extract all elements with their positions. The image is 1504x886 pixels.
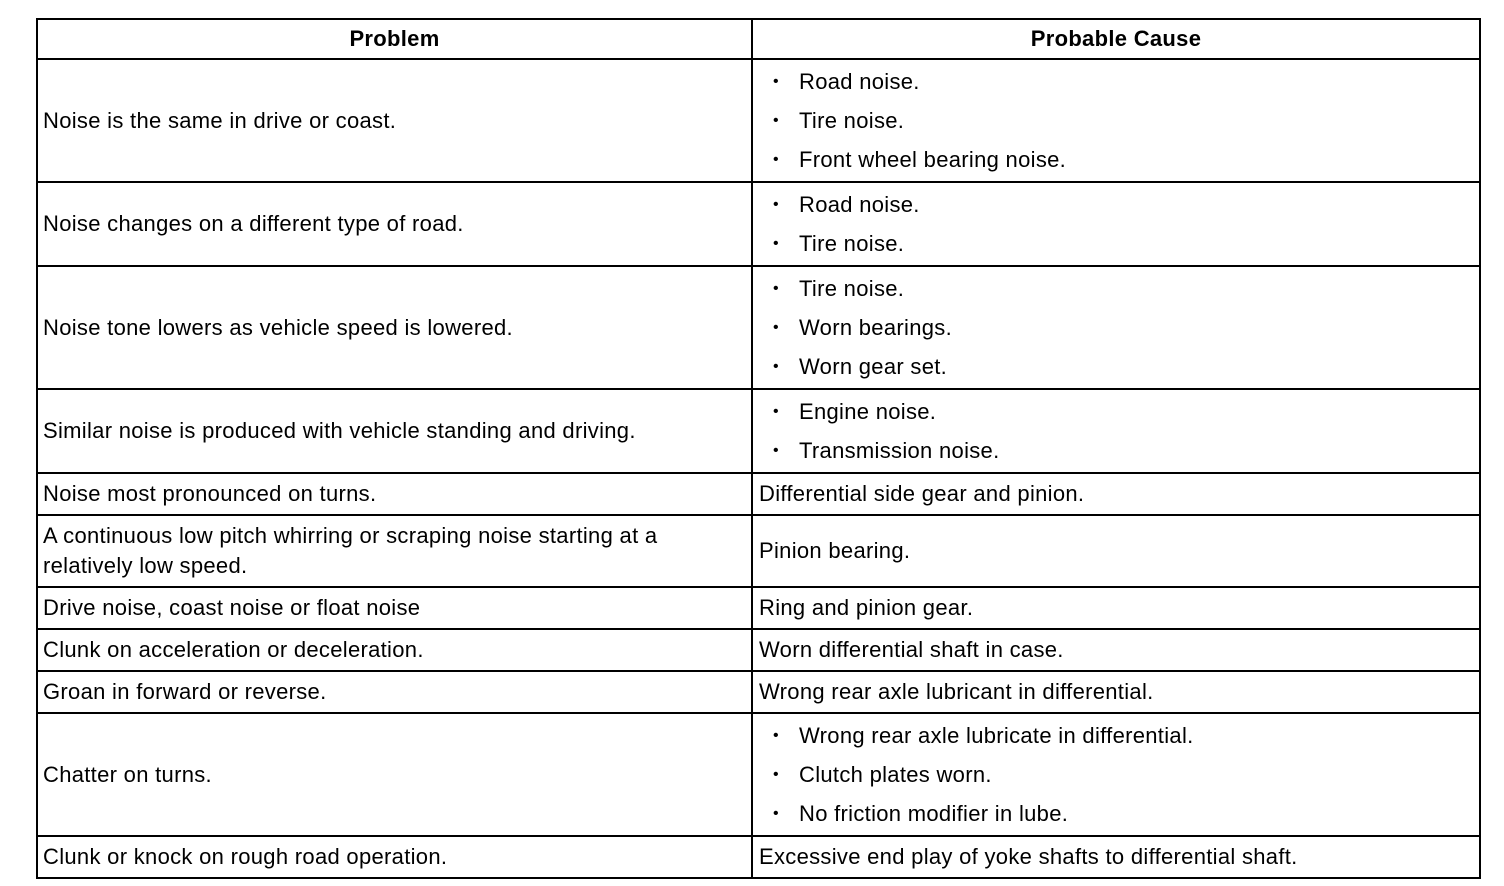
table-header-row <box>37 19 1480 59</box>
problem-cell: Similar noise is produced with vehicle standing and driving. <box>37 389 752 473</box>
cause-item: • Transmission noise. <box>799 431 1473 470</box>
cause-cell <box>752 389 1480 473</box>
cause-cell: Pinion bearing. <box>752 515 1480 587</box>
diagnosis-table <box>36 18 1481 879</box>
table-row <box>37 59 1480 182</box>
cause-cell: Ring and pinion gear. <box>752 587 1480 629</box>
table-row <box>37 713 1480 836</box>
table-row <box>37 671 1480 713</box>
cause-cell: Worn differential shaft in case. <box>752 629 1480 671</box>
cause-item: • Tire noise. <box>799 269 1473 308</box>
cause-item: • Engine noise. <box>799 392 1473 431</box>
cause-item: • Worn bearings. <box>799 308 1473 347</box>
header-problem: Problem <box>37 19 752 59</box>
cause-cell <box>752 266 1480 389</box>
table-row <box>37 473 1480 515</box>
cause-item: • Clutch plates worn. <box>799 755 1473 794</box>
problem-cell: A continuous low pitch whirring or scraping noise starting at a relatively low speed. <box>37 515 752 587</box>
problem-cell: Noise changes on a different type of road. <box>37 182 752 266</box>
cause-list <box>759 183 1473 265</box>
cause-item: • Wrong rear axle lubricate in differential. <box>799 716 1473 755</box>
cause-item: • Tire noise. <box>799 101 1473 140</box>
problem-cell: Clunk on acceleration or deceleration. <box>37 629 752 671</box>
cause-list <box>759 267 1473 388</box>
cause-cell <box>752 713 1480 836</box>
table-row <box>37 389 1480 473</box>
cause-item: • No friction modifier in lube. <box>799 794 1473 833</box>
cause-cell: Wrong rear axle lubricant in differential. <box>752 671 1480 713</box>
cause-cell: Differential side gear and pinion. <box>752 473 1480 515</box>
cause-cell: Excessive end play of yoke shafts to differential shaft. <box>752 836 1480 878</box>
cause-item: • Front wheel bearing noise. <box>799 140 1473 179</box>
cause-cell <box>752 182 1480 266</box>
problem-cell: Chatter on turns. <box>37 713 752 836</box>
problem-cell: Groan in forward or reverse. <box>37 671 752 713</box>
table-row <box>37 266 1480 389</box>
problem-cell: Noise is the same in drive or coast. <box>37 59 752 182</box>
cause-list <box>759 390 1473 472</box>
cause-item: • Road noise. <box>799 185 1473 224</box>
table-row <box>37 836 1480 878</box>
table-row <box>37 182 1480 266</box>
cause-cell <box>752 59 1480 182</box>
table-row <box>37 587 1480 629</box>
problem-cell: Drive noise, coast noise or float noise <box>37 587 752 629</box>
problem-cell: Noise tone lowers as vehicle speed is lowered. <box>37 266 752 389</box>
table-row <box>37 629 1480 671</box>
cause-list <box>759 714 1473 835</box>
cause-item: • Worn gear set. <box>799 347 1473 386</box>
cause-list <box>759 60 1473 181</box>
header-probable-cause: Probable Cause <box>752 19 1480 59</box>
cause-item: • Road noise. <box>799 62 1473 101</box>
problem-cell: Clunk or knock on rough road operation. <box>37 836 752 878</box>
problem-cell: Noise most pronounced on turns. <box>37 473 752 515</box>
cause-item: • Tire noise. <box>799 224 1473 263</box>
table-row <box>37 515 1480 587</box>
